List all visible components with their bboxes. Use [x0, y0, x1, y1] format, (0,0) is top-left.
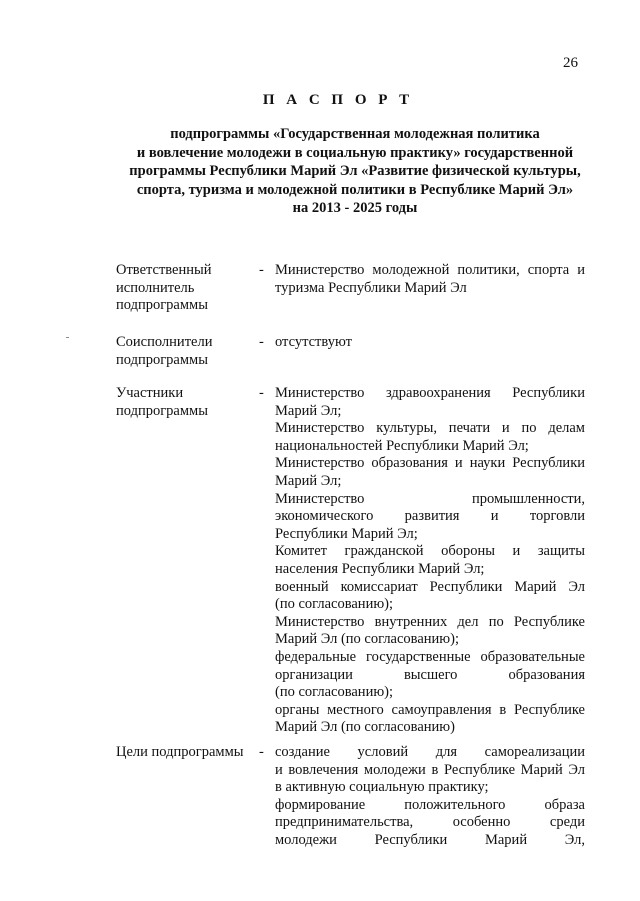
row-value [275, 744, 585, 850]
row-value-line: Министерство образования и науки Республики [275, 455, 585, 472]
row-value-line: Марий Эл (по согласованию); [275, 631, 459, 648]
subtitle-line: программы Республики Марий Эл «Развитие физической культуры, [129, 163, 581, 179]
row-label-line: Ответственный [116, 262, 212, 278]
subtitle-line: и вовлечение молодежи в социальную практику» государственной [136, 144, 574, 161]
row-dash: - [259, 385, 264, 401]
row-value-line: Республики Марий Эл; [275, 525, 418, 542]
row-value-line: Марий Эл; [275, 472, 342, 489]
row-value-line: Министерство культуры, печати и по делам [275, 420, 585, 437]
row-dash: - [259, 744, 264, 760]
row-label [116, 385, 256, 420]
row-value-line: в активную социальную практику; [275, 779, 489, 796]
row-value [275, 262, 585, 297]
row-value-line: Министерство внутренних дел по Республике [275, 613, 585, 630]
row-value-line: Министерство молодежной политики, спорта и [275, 262, 585, 278]
document-subtitle [120, 125, 590, 218]
page-number: 26 [563, 55, 578, 71]
subtitle-line: спорта, туризма и молодежной политики в Республике Марий Эл» [136, 181, 574, 198]
row-value-line: Комитет гражданской обороны и защиты [275, 543, 585, 560]
row-value-line: организации высшего образования [275, 666, 585, 683]
row-value-line: молодежи Республики Марий Эл, [275, 831, 585, 848]
row-value-line: населения Республики Марий Эл; [275, 560, 485, 577]
row-dash: - [259, 334, 264, 350]
row-value-line: и вовлечения молодежи в Республике Марий Эл [275, 761, 585, 778]
subtitle-line: на 2013 - 2025 годы [292, 200, 418, 216]
row-label-line: Цели подпрограммы [116, 744, 244, 760]
row-value-line: предпринимательства, особенно среди [275, 814, 585, 831]
row-value-line: Марий Эл; [275, 402, 342, 419]
row-label [116, 334, 256, 369]
row-value-line: Марий Эл (по согласованию) [275, 719, 455, 736]
row-value-line: (по согласованию); [275, 684, 394, 701]
row-label-line: исполнитель [116, 279, 195, 296]
row-dash: - [259, 262, 264, 278]
row-value-line: формирование положительного образа [275, 796, 585, 813]
row-label-line: подпрограммы [116, 402, 208, 419]
row-value-line: туризма Республики Марий Эл [275, 279, 467, 296]
row-value-line: Министерство промышленности, [275, 490, 585, 507]
row-label-line: подпрограммы [116, 297, 208, 314]
row-label-line: Соисполнители [116, 334, 213, 350]
row-label [116, 744, 256, 762]
row-value-line: военный комиссариат Республики Марий Эл [275, 578, 585, 595]
row-value-line: отсутствуют [275, 334, 352, 350]
row-label [116, 262, 256, 315]
row-value-line: экономического развития и торговли [275, 508, 585, 525]
row-value-line: (по согласованию); [275, 596, 394, 613]
row-value [275, 385, 585, 737]
subtitle-line: подпрограммы «Государственная молодежная политика [170, 126, 540, 142]
row-label-line: подпрограммы [116, 351, 208, 368]
row-value-line: национальностей Республики Марий Эл; [275, 437, 529, 454]
document-title: П А С П О Р Т [262, 92, 414, 108]
row-label-line: Участники [116, 385, 184, 401]
margin-mark [66, 337, 69, 338]
row-value-line: Министерство здравоохранения Республики [275, 385, 585, 401]
row-value-line: федеральные государственные образовательные [275, 648, 585, 665]
row-value [275, 334, 585, 352]
row-value-line: органы местного самоуправления в Республике [275, 701, 585, 718]
row-value-line: создание условий для самореализации [275, 744, 585, 760]
